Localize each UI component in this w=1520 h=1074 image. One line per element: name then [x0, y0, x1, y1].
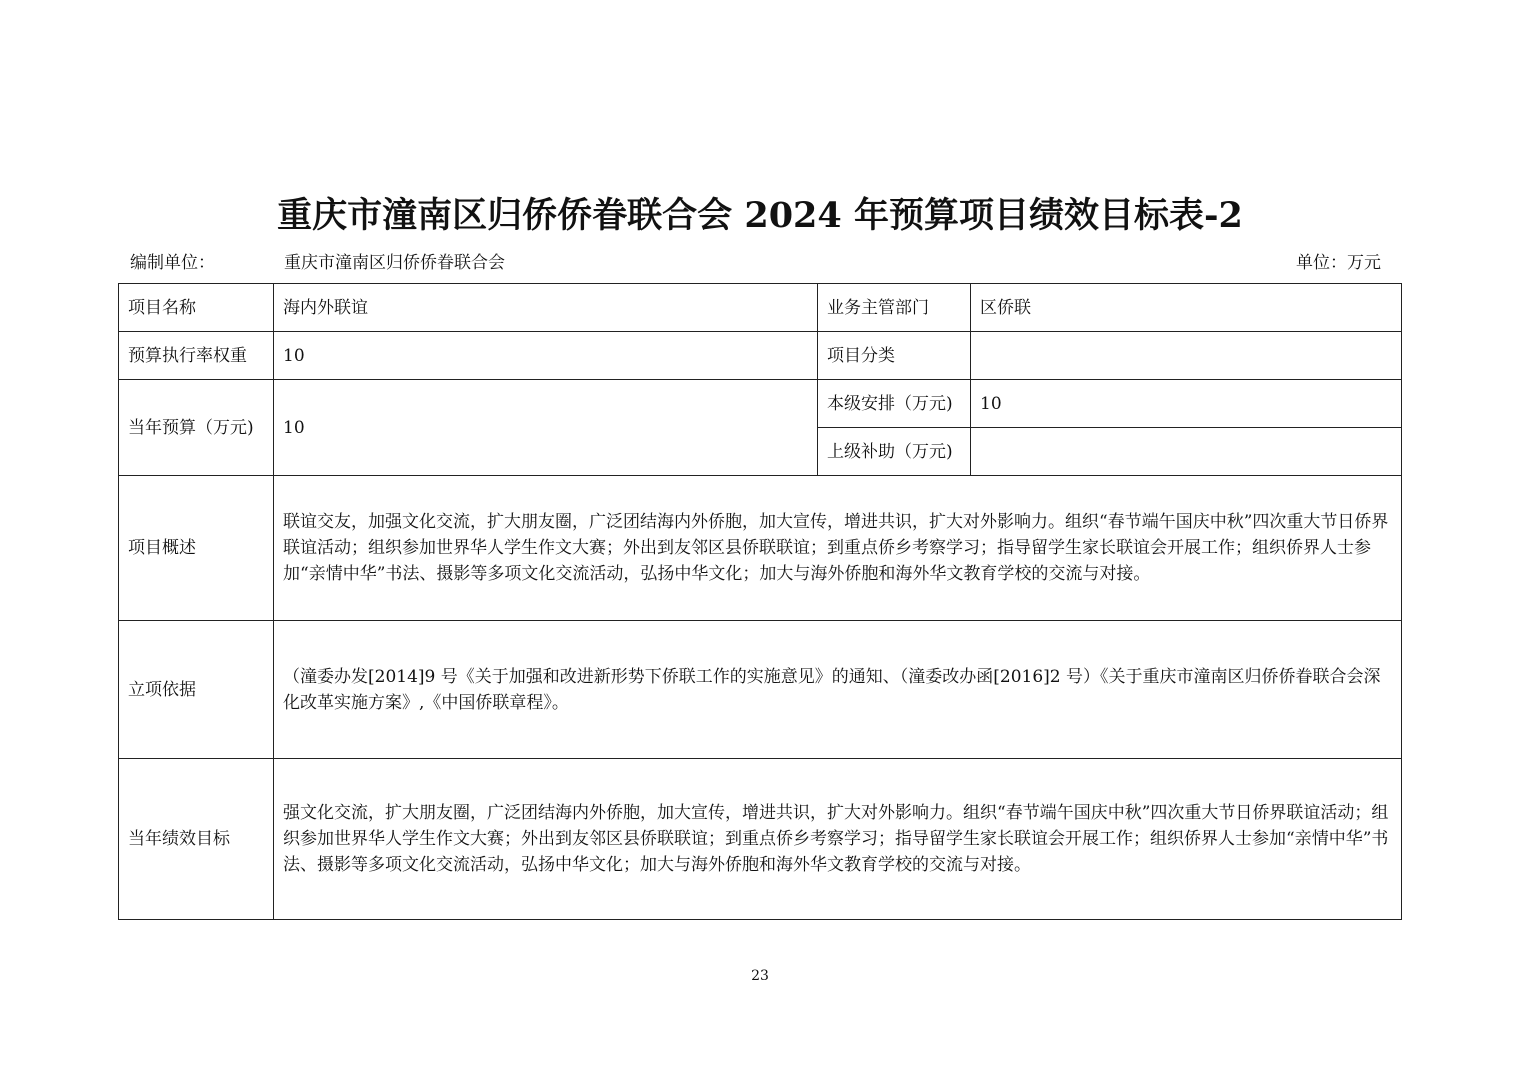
goal-value: 强文化交流，扩大朋友圈，广泛团结海内外侨胞，加大宣传，增进共识，扩大对外影响力。组织“春节端午国庆中秋”四次重大节日侨界联谊活动；组织参加世界华人学生作文大赛；外出到友邻区县侨联联谊；到重点侨乡考察学习；指导留学生家长联谊会开展工作；组织侨界人士参加“亲情中华”书法、摄影等多项文化交流活动，弘扬中华文化；加大与海外侨胞和海外华文教育学校的交流与对接。	[274, 759, 1402, 920]
upper-value	[971, 428, 1402, 476]
project-name-label: 项目名称	[119, 284, 274, 332]
weight-value: 10	[274, 332, 818, 380]
budget-value: 10	[274, 380, 818, 476]
local-value: 10	[971, 380, 1402, 428]
unit-label: 编制单位：	[130, 253, 215, 273]
upper-label: 上级补助（万元)	[818, 428, 971, 476]
category-label: 项目分类	[818, 332, 971, 380]
performance-table	[118, 283, 1402, 920]
dept-value: 区侨联	[971, 284, 1402, 332]
basis-label: 立项依据	[119, 621, 274, 759]
overview-label: 项目概述	[119, 476, 274, 621]
table-row	[119, 380, 1402, 428]
basis-value: （潼委办发[2014]9 号《关于加强和改进新形势下侨联工作的实施意见》的通知、（潼委改办函[2016]2 号）《关于重庆市潼南区归侨侨眷联合会深化改革实施方案》,《中国侨联章程》。	[274, 621, 1402, 759]
weight-label: 预算执行率权重	[119, 332, 274, 380]
currency-unit: 单位：万元	[1296, 253, 1381, 273]
overview-value: 联谊交友，加强文化交流，扩大朋友圈，广泛团结海内外侨胞，加大宣传，增进共识，扩大对外影响力。组织“春节端午国庆中秋”四次重大节日侨界联谊活动；组织参加世界华人学生作文大赛；外出到友邻区县侨联联谊；到重点侨乡考察学习；指导留学生家长联谊会开展工作；组织侨界人士参加“亲情中华”书法、摄影等多项文化交流活动，弘扬中华文化；加大与海外侨胞和海外华文教育学校的交流与对接。	[274, 476, 1402, 621]
page-title: 重庆市潼南区归侨侨眷联合会 2024 年预算项目绩效目标表-2	[277, 195, 1243, 236]
unit-value: 重庆市潼南区归侨侨眷联合会	[284, 253, 505, 273]
local-label: 本级安排（万元)	[818, 380, 971, 428]
table-row	[119, 332, 1402, 380]
table-row	[119, 759, 1402, 920]
page-number: 23	[751, 968, 769, 984]
table-row	[119, 621, 1402, 759]
table-row	[119, 476, 1402, 621]
category-value	[971, 332, 1402, 380]
table-row	[119, 284, 1402, 332]
dept-label: 业务主管部门	[818, 284, 971, 332]
goal-label: 当年绩效目标	[119, 759, 274, 920]
project-name-value: 海内外联谊	[274, 284, 818, 332]
budget-label: 当年预算（万元)	[119, 380, 274, 476]
